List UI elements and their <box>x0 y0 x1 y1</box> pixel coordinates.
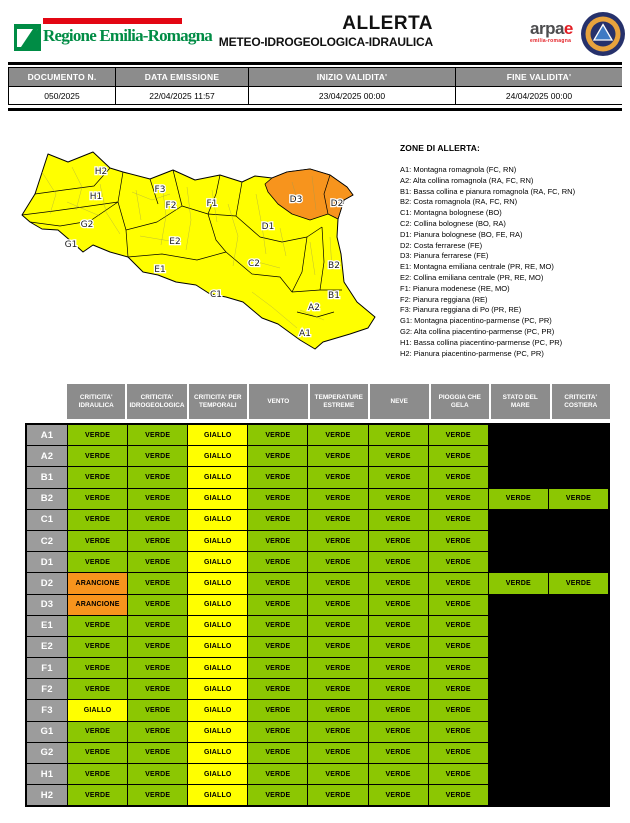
alert-cell-F1-2: GIALLO <box>188 658 247 678</box>
zones-legend <box>400 143 626 359</box>
doc-header-1: DATA EMISSIONE <box>116 68 248 86</box>
alert-cell-F1-8 <box>549 658 608 678</box>
alert-cell-D3-5: VERDE <box>369 595 428 615</box>
alert-cell-F3-6: VERDE <box>429 700 488 720</box>
alert-cell-F2-5: VERDE <box>369 679 428 699</box>
alert-cell-C1-6: VERDE <box>429 510 488 530</box>
alert-cell-G2-6: VERDE <box>429 743 488 763</box>
alert-cell-A1-4: VERDE <box>308 425 367 445</box>
alert-cell-D1-2: GIALLO <box>188 552 247 572</box>
alert-cell-F2-1: VERDE <box>128 679 187 699</box>
alert-cell-G2-7 <box>489 743 548 763</box>
alert-cell-G1-8 <box>549 722 608 742</box>
alert-col-header-1: CRITICITA' IDROGEOLOGICA <box>127 384 186 419</box>
alert-cell-D1-1: VERDE <box>128 552 187 572</box>
horizontal-rule-top <box>8 62 622 65</box>
alert-cell-E2-4: VERDE <box>308 637 367 657</box>
arpae-word-gray: arpa <box>530 19 564 38</box>
alert-cell-B1-5: VERDE <box>369 467 428 487</box>
alert-cell-G2-1: VERDE <box>128 743 187 763</box>
alert-cell-E1-0: VERDE <box>68 616 127 636</box>
alert-cell-C1-7 <box>489 510 548 530</box>
alert-cell-G1-5: VERDE <box>369 722 428 742</box>
alert-cell-A2-6: VERDE <box>429 446 488 466</box>
legend-item-C1: C1: Montagna bolognese (BO) <box>400 208 502 218</box>
arpae-wordmark <box>530 20 580 37</box>
alert-cell-E2-7 <box>489 637 548 657</box>
alert-cell-H2-3: VERDE <box>248 785 307 805</box>
alert-cell-A1-3: VERDE <box>248 425 307 445</box>
alert-cell-A1-7 <box>489 425 548 445</box>
alert-cell-G2-8 <box>549 743 608 763</box>
horizontal-rule-bottom <box>8 108 622 111</box>
alert-cell-F3-2: GIALLO <box>188 700 247 720</box>
alert-row-label-G2: G2 <box>27 743 67 763</box>
alert-cell-F1-1: VERDE <box>128 658 187 678</box>
document-info-table <box>8 67 622 105</box>
alert-cell-G2-0: VERDE <box>68 743 127 763</box>
alert-cell-G1-6: VERDE <box>429 722 488 742</box>
alert-row-label-H2: H2 <box>27 785 67 805</box>
alert-cell-H2-6: VERDE <box>429 785 488 805</box>
alert-cell-B2-2: GIALLO <box>188 489 247 509</box>
legend-item-F2: F2: Pianura reggiana (RE) <box>400 294 488 304</box>
region-logo-text: Regione Emilia-Romagna <box>43 26 212 45</box>
doc-header-2: INIZIO VALIDITA' <box>249 68 455 86</box>
alert-row-label-C1: C1 <box>27 510 67 530</box>
alert-cell-B2-4: VERDE <box>308 489 367 509</box>
alert-cell-E1-3: VERDE <box>248 616 307 636</box>
doc-value-3: 24/04/2025 00:00 <box>456 87 622 104</box>
alert-cell-C2-5: VERDE <box>369 531 428 551</box>
alert-cell-D1-8 <box>549 552 608 572</box>
map-zone-label-F3: F3 <box>154 185 166 195</box>
alert-cell-D3-2: GIALLO <box>188 595 247 615</box>
alert-cell-A2-4: VERDE <box>308 446 367 466</box>
alert-cell-D2-1: VERDE <box>128 573 187 593</box>
alert-cell-D3-0: ARANCIONE <box>68 595 127 615</box>
region-logo-mark-icon <box>14 24 41 51</box>
alert-cell-A1-8 <box>549 425 608 445</box>
alert-row-label-C2: C2 <box>27 531 67 551</box>
alert-cell-G1-4: VERDE <box>308 722 367 742</box>
alert-cell-B1-6: VERDE <box>429 467 488 487</box>
map-zone-label-C2: C2 <box>247 259 261 269</box>
alert-cell-H1-0: VERDE <box>68 764 127 784</box>
legend-item-D3: D3: Pianura ferrarese (FE) <box>400 251 489 261</box>
alert-cell-A2-8 <box>549 446 608 466</box>
alert-cell-A1-5: VERDE <box>369 425 428 445</box>
alert-cell-E2-3: VERDE <box>248 637 307 657</box>
alert-cell-G1-2: GIALLO <box>188 722 247 742</box>
alert-cell-B1-8 <box>549 467 608 487</box>
alert-cell-G2-5: VERDE <box>369 743 428 763</box>
alert-cell-D3-6: VERDE <box>429 595 488 615</box>
alert-cell-F1-0: VERDE <box>68 658 127 678</box>
legend-item-A2: A2: Alta collina romagnola (RA, FC, RN) <box>400 175 534 185</box>
alert-cell-G1-1: VERDE <box>128 722 187 742</box>
alert-cell-D1-3: VERDE <box>248 552 307 572</box>
alert-row-label-E1: E1 <box>27 616 67 636</box>
title-allerta: ALLERTA <box>342 13 433 34</box>
legend-item-D1: D1: Pianura bolognese (BO, FE, RA) <box>400 229 523 239</box>
alert-cell-E2-5: VERDE <box>369 637 428 657</box>
alert-cell-F3-7 <box>489 700 548 720</box>
alert-cell-E2-1: VERDE <box>128 637 187 657</box>
doc-header-0: DOCUMENTO N. <box>9 68 115 86</box>
alert-row-label-B2: B2 <box>27 489 67 509</box>
alert-cell-C1-2: GIALLO <box>188 510 247 530</box>
title-subtitle: METEO-IDROGEOLOGICA-IDRAULICA <box>218 35 433 49</box>
alert-row-label-F2: F2 <box>27 679 67 699</box>
alert-cell-H1-3: VERDE <box>248 764 307 784</box>
alert-cell-H1-8 <box>549 764 608 784</box>
alert-cell-H2-5: VERDE <box>369 785 428 805</box>
alert-cell-E2-6: VERDE <box>429 637 488 657</box>
alert-cell-C2-0: VERDE <box>68 531 127 551</box>
doc-header-3: FINE VALIDITA' <box>456 68 622 86</box>
alert-col-header-8: CRITICITA' COSTIERA <box>552 384 611 419</box>
alert-cell-D2-2: GIALLO <box>188 573 247 593</box>
alert-cell-C1-1: VERDE <box>128 510 187 530</box>
alert-table-corner-cell <box>25 384 65 419</box>
alert-cell-E1-8 <box>549 616 608 636</box>
alert-cell-F2-7 <box>489 679 548 699</box>
alert-cell-A2-5: VERDE <box>369 446 428 466</box>
alert-cell-G2-4: VERDE <box>308 743 367 763</box>
alert-cell-E1-7 <box>489 616 548 636</box>
alert-cell-F2-4: VERDE <box>308 679 367 699</box>
alert-cell-F2-0: VERDE <box>68 679 127 699</box>
alert-cell-A1-0: VERDE <box>68 425 127 445</box>
alert-cell-D2-7: VERDE <box>489 573 548 593</box>
map-zone-label-F1: F1 <box>206 199 218 209</box>
alert-cell-E1-2: GIALLO <box>188 616 247 636</box>
legend-item-E1: E1: Montagna emiliana centrale (PR, RE, MO) <box>400 262 554 272</box>
alert-col-header-3: VENTO <box>249 384 308 419</box>
alert-cell-D1-0: VERDE <box>68 552 127 572</box>
alert-cell-B1-4: VERDE <box>308 467 367 487</box>
map-zone-label-G1: G1 <box>64 240 78 250</box>
alert-cell-H2-4: VERDE <box>308 785 367 805</box>
alert-cell-G1-0: VERDE <box>68 722 127 742</box>
alert-cell-D2-0: ARANCIONE <box>68 573 127 593</box>
document-title <box>150 13 433 50</box>
alert-cell-H2-0: VERDE <box>68 785 127 805</box>
alert-cell-E2-0: VERDE <box>68 637 127 657</box>
alert-cell-F1-5: VERDE <box>369 658 428 678</box>
alert-cell-C2-3: VERDE <box>248 531 307 551</box>
map-zone-label-A2: A2 <box>308 303 320 313</box>
alert-cell-H2-8 <box>549 785 608 805</box>
alert-cell-D3-1: VERDE <box>128 595 187 615</box>
legend-item-C2: C2: Collina bolognese (BO, RA) <box>400 218 506 228</box>
legend-item-A1: A1: Montagna romagnola (FC, RN) <box>400 165 517 174</box>
legend-item-H1: H1: Bassa collina piacentino-parmense (PC, PR) <box>400 337 563 347</box>
alert-cell-E1-5: VERDE <box>369 616 428 636</box>
alert-cell-B2-1: VERDE <box>128 489 187 509</box>
legend-item-F3: F3: Pianura reggiana di Po (PR, RE) <box>400 305 522 315</box>
alert-cell-C1-3: VERDE <box>248 510 307 530</box>
alert-cell-D1-5: VERDE <box>369 552 428 572</box>
alert-row-label-F3: F3 <box>27 700 67 720</box>
alert-cell-D2-4: VERDE <box>308 573 367 593</box>
alert-cell-E1-6: VERDE <box>429 616 488 636</box>
alert-cell-C2-1: VERDE <box>128 531 187 551</box>
map-zone-label-B2: B2 <box>328 261 340 271</box>
alert-cell-A2-3: VERDE <box>248 446 307 466</box>
alert-row-label-B1: B1 <box>27 467 67 487</box>
alert-cell-H1-5: VERDE <box>369 764 428 784</box>
alert-cell-H1-4: VERDE <box>308 764 367 784</box>
alert-cell-D3-3: VERDE <box>248 595 307 615</box>
alert-cell-E2-2: GIALLO <box>188 637 247 657</box>
alert-col-header-0: CRITICITA' IDRAULICA <box>67 384 125 419</box>
alert-cell-D1-4: VERDE <box>308 552 367 572</box>
alert-cell-A1-2: GIALLO <box>188 425 247 445</box>
alert-cell-C2-8 <box>549 531 608 551</box>
alert-cell-F2-2: GIALLO <box>188 679 247 699</box>
alert-cell-C2-4: VERDE <box>308 531 367 551</box>
alert-cell-H1-7 <box>489 764 548 784</box>
alert-cell-D2-3: VERDE <box>248 573 307 593</box>
doc-value-0: 050/2025 <box>9 87 115 104</box>
arpae-logo <box>530 20 580 44</box>
alert-row-label-A1: A1 <box>27 425 67 445</box>
alert-cell-B1-1: VERDE <box>128 467 187 487</box>
map-zone-label-E2: E2 <box>169 237 181 247</box>
alert-cell-D3-8 <box>549 595 608 615</box>
alert-cell-D2-8: VERDE <box>549 573 608 593</box>
map-zone-label-E1: E1 <box>154 265 166 275</box>
alert-cell-B2-5: VERDE <box>369 489 428 509</box>
map-zone-label-H1: H1 <box>89 192 103 202</box>
doc-value-1: 22/04/2025 11:57 <box>116 87 248 104</box>
alert-cell-F3-1: VERDE <box>128 700 187 720</box>
alert-col-header-2: CRITICITA' PER TEMPORALI <box>189 384 248 419</box>
alert-cell-C1-8 <box>549 510 608 530</box>
alert-cell-F3-4: VERDE <box>308 700 367 720</box>
alert-row-label-D3: D3 <box>27 595 67 615</box>
alert-cell-H1-2: GIALLO <box>188 764 247 784</box>
alert-cell-B1-7 <box>489 467 548 487</box>
alert-cell-F3-0: GIALLO <box>68 700 127 720</box>
alert-cell-B1-3: VERDE <box>248 467 307 487</box>
map-zone-label-F2: F2 <box>165 201 177 211</box>
alert-cell-D3-4: VERDE <box>308 595 367 615</box>
alert-cell-F2-8 <box>549 679 608 699</box>
alert-col-header-6: PIOGGIA CHE GELA <box>431 384 490 419</box>
alert-cell-A2-1: VERDE <box>128 446 187 466</box>
alert-cell-H2-1: VERDE <box>128 785 187 805</box>
alert-row-label-D1: D1 <box>27 552 67 572</box>
alert-cell-C1-0: VERDE <box>68 510 127 530</box>
alert-cell-A2-2: GIALLO <box>188 446 247 466</box>
alert-cell-B2-3: VERDE <box>248 489 307 509</box>
alert-cell-A2-0: VERDE <box>68 446 127 466</box>
arpae-subtext: emilia-romagna <box>530 38 572 44</box>
alert-cell-G1-7 <box>489 722 548 742</box>
map-zone-label-D3: D3 <box>289 195 303 205</box>
alert-cell-F1-7 <box>489 658 548 678</box>
map-zone-label-B1: B1 <box>328 291 340 301</box>
alert-cell-B2-6: VERDE <box>429 489 488 509</box>
alert-table-body <box>25 423 610 807</box>
alert-cell-A1-1: VERDE <box>128 425 187 445</box>
map-zone-label-A1: A1 <box>299 329 311 339</box>
legend-item-G2: G2: Alta collina piacentino-parmense (PC, PR) <box>400 326 555 336</box>
legend-item-B1: B1: Bassa collina e pianura romagnola (RA, FC, RN) <box>400 186 576 196</box>
alert-row-label-F1: F1 <box>27 658 67 678</box>
legend-item-E2: E2: Collina emiliana centrale (PR, RE, MO) <box>400 272 544 282</box>
alert-cell-H1-1: VERDE <box>128 764 187 784</box>
alert-zones-map <box>12 142 392 370</box>
alert-cell-G2-2: GIALLO <box>188 743 247 763</box>
zones-legend-title: ZONE DI ALLERTA: <box>400 143 480 153</box>
doc-value-2: 23/04/2025 00:00 <box>249 87 455 104</box>
alert-cell-F1-6: VERDE <box>429 658 488 678</box>
alert-col-header-4: TEMPERATURE ESTREME <box>310 384 369 419</box>
alert-cell-F1-4: VERDE <box>308 658 367 678</box>
alert-cell-E2-8 <box>549 637 608 657</box>
alert-cell-D3-7 <box>489 595 548 615</box>
alert-cell-D2-6: VERDE <box>429 573 488 593</box>
legend-item-H2: H2: Pianura piacentino-parmense (PC, PR) <box>400 348 544 358</box>
alert-row-label-D2: D2 <box>27 573 67 593</box>
alert-cell-F3-3: VERDE <box>248 700 307 720</box>
alert-cell-A2-7 <box>489 446 548 466</box>
protezione-civile-emblem-icon <box>580 11 626 57</box>
alert-cell-B1-0: VERDE <box>68 467 127 487</box>
alert-cell-A1-6: VERDE <box>429 425 488 445</box>
alert-row-label-H1: H1 <box>27 764 67 784</box>
alert-cell-H2-2: GIALLO <box>188 785 247 805</box>
map-zone-label-C1: C1 <box>209 290 223 300</box>
alert-cell-F2-3: VERDE <box>248 679 307 699</box>
alert-cell-B1-2: GIALLO <box>188 467 247 487</box>
alert-cell-B2-7: VERDE <box>489 489 548 509</box>
alert-row-label-A2: A2 <box>27 446 67 466</box>
zones-legend-list <box>400 165 626 359</box>
alert-cell-C1-4: VERDE <box>308 510 367 530</box>
alert-cell-H1-6: VERDE <box>429 764 488 784</box>
alert-cell-G1-3: VERDE <box>248 722 307 742</box>
legend-item-B2: B2: Costa romagnola (RA, FC, RN) <box>400 197 518 207</box>
alert-cell-E1-1: VERDE <box>128 616 187 636</box>
map-zone-label-G2: G2 <box>80 220 94 230</box>
alert-cell-D1-7 <box>489 552 548 572</box>
alert-cell-D2-5: VERDE <box>369 573 428 593</box>
alert-table-header <box>25 384 610 419</box>
map-zone-label-D1: D1 <box>261 222 275 232</box>
alert-cell-F3-5: VERDE <box>369 700 428 720</box>
alert-row-label-G1: G1 <box>27 722 67 742</box>
alert-cell-F1-3: VERDE <box>248 658 307 678</box>
alert-cell-E1-4: VERDE <box>308 616 367 636</box>
alert-cell-G2-3: VERDE <box>248 743 307 763</box>
alert-cell-C2-2: GIALLO <box>188 531 247 551</box>
alert-cell-C2-7 <box>489 531 548 551</box>
alert-cell-B2-8: VERDE <box>549 489 608 509</box>
map-zone-label-D2: D2 <box>330 199 344 209</box>
alert-cell-C2-6: VERDE <box>429 531 488 551</box>
alert-cell-F2-6: VERDE <box>429 679 488 699</box>
legend-item-D2: D2: Costa ferrarese (FE) <box>400 240 483 250</box>
alert-cell-H2-7 <box>489 785 548 805</box>
alert-col-header-5: NEVE <box>370 384 428 419</box>
legend-item-G1: G1: Montagna piacentino-parmense (PC, PR) <box>400 316 552 326</box>
alert-cell-B2-0: VERDE <box>68 489 127 509</box>
alert-cell-F3-8 <box>549 700 608 720</box>
alert-cell-C1-5: VERDE <box>369 510 428 530</box>
legend-item-F1: F1: Pianura modenese (RE, MO) <box>400 283 510 293</box>
alert-row-label-E2: E2 <box>27 637 67 657</box>
arpae-word-e: e <box>563 19 573 38</box>
alert-col-header-7: STATO DEL MARE <box>491 384 550 419</box>
map-zone-label-H2: H2 <box>94 167 108 177</box>
alert-cell-D1-6: VERDE <box>429 552 488 572</box>
